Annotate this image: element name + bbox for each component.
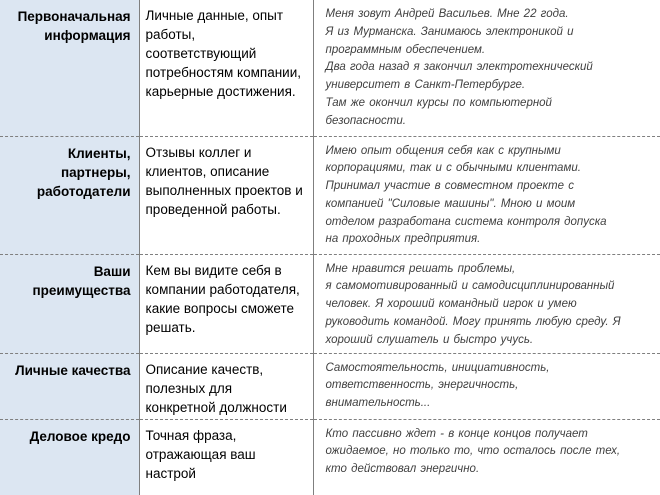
section-example-line: Имею опыт общения себя как с крупными (325, 144, 561, 157)
section-description-line: клиентов, описание (145, 163, 270, 179)
section-description-line: Точная фраза, (145, 427, 237, 443)
section-example-business-credo (313, 419, 660, 495)
section-title-line: работодатели (36, 183, 131, 199)
section-example-line: я самомотивированный и самодисциплинированный (325, 280, 615, 293)
section-example-line: Принимал участие в совместном проекте с (325, 180, 574, 193)
section-description-line: потребностям компании, (145, 65, 301, 80)
section-example-line: ответственность, энергичность, (325, 379, 519, 392)
section-description-advantages (139, 254, 313, 353)
section-example-line: Меня зовут Андрей Васильев. Мне 22 года. (325, 8, 569, 20)
section-example-line: отделом разработана система контроля допуска (325, 215, 607, 228)
section-description-line: работы, (145, 27, 196, 42)
section-example-line: хороший слушатель и быстро учусь. (325, 333, 534, 346)
row-initial-info (0, 0, 660, 136)
section-example-line: руководить командой. Могу принять любую среду. Я (325, 315, 621, 328)
section-title-line: партнеры, (60, 164, 131, 180)
section-example-line: Я из Мурманска. Занимаюсь электроникой и (325, 25, 574, 38)
row-business-credo (0, 419, 660, 495)
section-title-initial-info (0, 0, 139, 136)
section-description-line: какие вопросы сможете (145, 300, 294, 316)
section-description-line: соответствующий (145, 46, 257, 61)
section-example-line: университет в Санкт-Петербурге. (325, 79, 526, 92)
section-description-line: компании работодателя, (145, 281, 300, 297)
section-description-line: карьерные достижения. (145, 84, 296, 99)
row-advantages (0, 254, 660, 353)
section-description-line: отражающая ваш (145, 446, 256, 462)
section-title-line: Клиенты, (67, 145, 131, 161)
section-example-line: кто действовал энергично. (325, 463, 480, 476)
section-example-initial-info (313, 0, 660, 136)
section-description-business-credo (139, 419, 313, 495)
row-clients-partners (0, 136, 660, 254)
section-example-line: программным обеспечением. (325, 43, 486, 56)
section-description-line: полезных для (145, 380, 233, 396)
section-example-line: Два года назад я закончил электротехнический (325, 61, 593, 74)
section-title-line: Первоначальная (17, 9, 131, 24)
section-example-line: на проходных предприятия. (325, 233, 481, 246)
section-example-advantages (313, 254, 660, 353)
section-example-line: Там же окончил курсы по компьютерной (325, 96, 552, 109)
section-description-line: Отзывы коллег и (145, 144, 252, 160)
section-example-line: корпорациями, так и с обычными клиентами. (325, 162, 581, 175)
section-description-line: конкретной должности (145, 399, 287, 415)
section-title-line: Деловое кредо (29, 428, 131, 444)
section-title-line: информация (44, 28, 131, 43)
section-description-line: выполненных проектов и (145, 182, 303, 198)
section-description-line: Кем вы видите себя в (145, 262, 282, 278)
section-title-advantages (0, 254, 139, 353)
section-title-line: преимущества (32, 282, 131, 298)
section-description-line: решать. (145, 319, 196, 335)
section-description-initial-info (139, 0, 313, 136)
section-description-line: проведенной работы. (145, 201, 281, 217)
section-description-line: Описание качеств, (145, 361, 264, 377)
section-title-clients-partners (0, 136, 139, 254)
section-example-line: внимательность... (325, 397, 431, 410)
section-example-clients-partners (313, 136, 660, 254)
section-example-line: Мне нравится решать проблемы, (325, 262, 516, 275)
section-example-line: безопасности. (325, 114, 406, 127)
section-description-personal-qualities (139, 353, 313, 419)
section-example-line: компанией "Силовые машины". Мною и моим (325, 197, 576, 210)
section-example-line: Кто пассивно ждет - в конце концов получает (325, 427, 588, 440)
section-example-line: Самостоятельность, инициативность, (325, 361, 550, 374)
section-description-clients-partners (139, 136, 313, 254)
section-example-personal-qualities (313, 353, 660, 419)
row-personal-qualities (0, 353, 660, 419)
section-title-line: Ваши (93, 263, 131, 279)
section-description-line: настрой (145, 465, 196, 481)
section-title-line: Личные качества (15, 362, 131, 378)
section-description-line: Личные данные, опыт (145, 8, 284, 23)
section-title-business-credo (0, 419, 139, 495)
section-example-line: ожидаемое, но только то, что осталось после тех, (325, 445, 621, 458)
section-example-line: человек. Я хороший командный игрок и умею (325, 298, 577, 311)
section-title-personal-qualities (0, 353, 139, 419)
